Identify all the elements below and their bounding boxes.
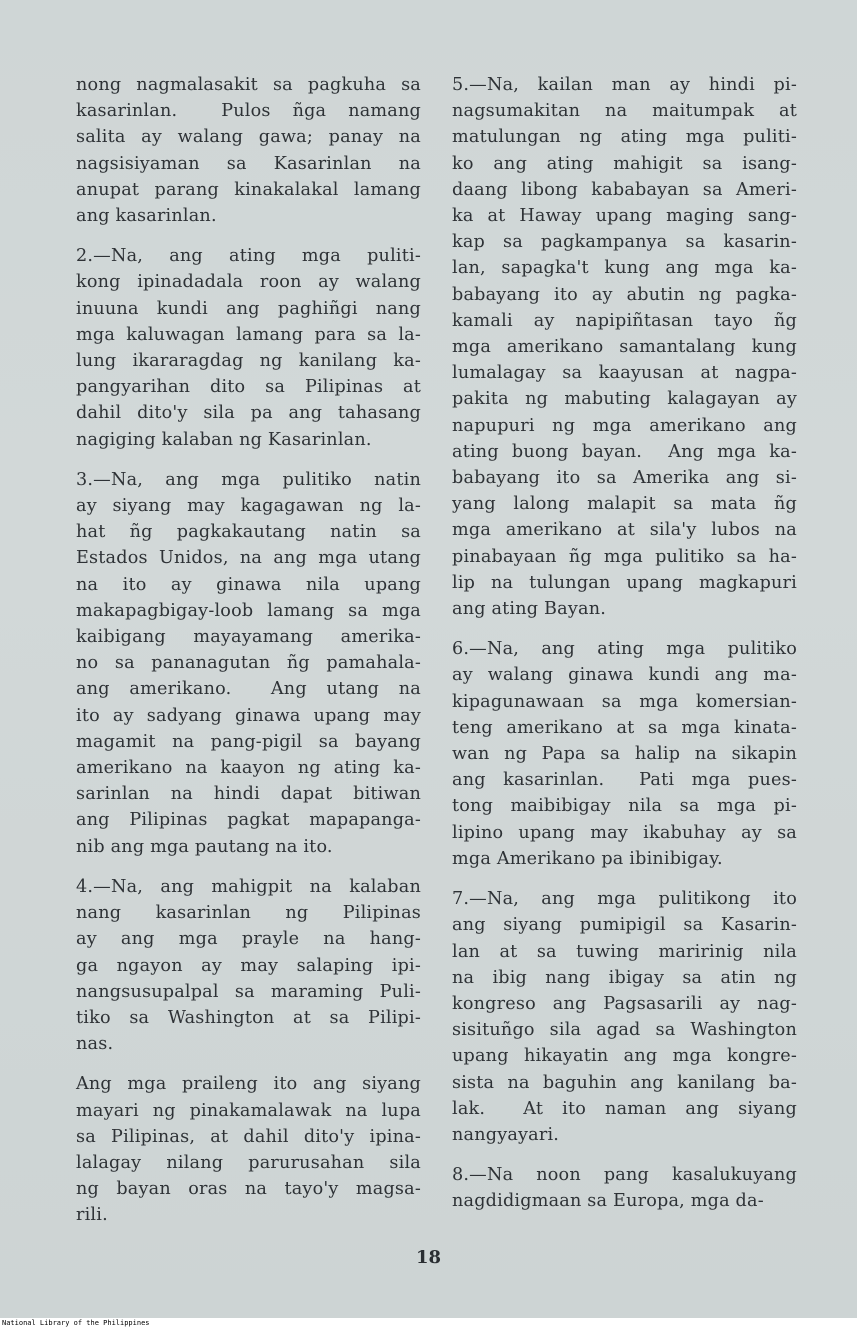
- text-line: salita ay walang gawa; panay na: [76, 127, 421, 148]
- text-line: mga amerikano at sila'y lubos na: [452, 520, 797, 541]
- text-line: sisituñgo sila agad sa Washington: [452, 1020, 797, 1041]
- paragraph: [452, 72, 797, 622]
- text-line: ay ang mga prayle na hang-: [76, 929, 421, 950]
- text-line: kamali ay napipiñtasan tayo ñg: [452, 310, 797, 331]
- text-line: ka at Haway upang maging sang-: [452, 206, 797, 227]
- text-line: ng bayan oras na tayo'y magsa-: [76, 1179, 421, 1200]
- text-line: matulungan ng ating mga puliti-: [452, 127, 797, 148]
- text-line: pangyarihan dito sa Pilipinas at: [76, 377, 421, 398]
- paragraph: [452, 636, 797, 872]
- text-line: lung ikararagdag ng kanilang ka-: [76, 351, 421, 372]
- text-line: lumalagay sa kaayusan at nagpa-: [452, 363, 797, 384]
- text-line: nagdidigmaan sa Europa, mga da-: [452, 1191, 764, 1212]
- text-line: rili.: [76, 1205, 108, 1226]
- text-line: 8.—Na noon pang kasalukuyang: [452, 1165, 797, 1186]
- text-line: kongreso ang Pagsasarili ay nag-: [452, 993, 797, 1014]
- text-line: sa Pilipinas, at dahil dito'y ipina-: [76, 1126, 421, 1147]
- text-line: ko ang ating mahigit sa isang-: [452, 153, 797, 174]
- text-line: na ibig nang ibigay sa atin ng: [452, 967, 797, 988]
- text-line: ang kasarinlan. Pati mga pues-: [452, 770, 797, 791]
- paragraph: [76, 467, 421, 860]
- text-line: kong ipinadadala roon ay walang: [76, 272, 421, 293]
- text-line: lalagay nilang parurusahan sila: [76, 1152, 421, 1173]
- page-number: 18: [415, 1247, 442, 1268]
- text-line: 6.—Na, ang ating mga pulitiko: [452, 639, 797, 660]
- text-line: 4.—Na, ang mahigpit na kalaban: [76, 876, 421, 897]
- text-line: kasarinlan. Pulos ñga namang: [76, 101, 421, 122]
- text-line: napupuri ng mga amerikano ang: [452, 415, 797, 436]
- text-line: ay siyang may kagagawan ng la-: [76, 496, 421, 517]
- text-line: Estados Unidos, na ang mga utang: [76, 548, 421, 569]
- text-line: kipagunawaan sa mga komersian-: [452, 691, 797, 712]
- text-line: kap sa pagkampanya sa kasarin-: [452, 232, 797, 253]
- text-line: kaibigang mayayamang amerika-: [76, 627, 421, 648]
- paragraph: [452, 1162, 797, 1214]
- text-line: nagsumakitan na maitumpak at: [452, 101, 797, 122]
- text-line: ay walang ginawa kundi ang ma-: [452, 665, 797, 686]
- text-line: daang libong kababayan sa Ameri-: [452, 179, 797, 200]
- text-line: mga Amerikano pa ibinibigay.: [452, 848, 723, 869]
- paragraph: [76, 1071, 421, 1228]
- text-line: lipino upang may ikabuhay ay sa: [452, 822, 797, 843]
- text-line: ang kasarinlan.: [76, 206, 217, 227]
- text-line: nib ang mga pautang na ito.: [76, 836, 333, 857]
- library-footer: National Library of the Philippines: [2, 1319, 150, 1327]
- text-line: lak. At ito naman ang siyang: [452, 1098, 797, 1119]
- text-line: nong nagmalasakit sa pagkuha sa: [76, 75, 421, 95]
- text-line: anupat parang kinakalakal lamang: [76, 179, 421, 200]
- text-line: 7.—Na, ang mga pulitikong ito: [452, 889, 797, 910]
- text-line: ang ating Bayan.: [452, 599, 607, 620]
- text-line: amerikano na kaayon ng ating ka-: [76, 758, 421, 779]
- text-line: Ang mga praileng ito ang siyang: [76, 1074, 421, 1095]
- text-line: babayang ito sa Amerika ang si-: [452, 468, 797, 489]
- text-line: mga amerikano samantalang kung: [452, 337, 797, 358]
- text-line: 3.—Na, ang mga pulitiko natin: [76, 469, 421, 490]
- text-line: ang Pilipinas pagkat mapapanga-: [76, 810, 421, 831]
- text-line: mayari ng pinakamalawak na lupa: [76, 1100, 421, 1121]
- text-line: ang amerikano. Ang utang na: [76, 679, 421, 700]
- text-line: na ito ay ginawa nila upang: [76, 574, 421, 595]
- text-line: hat ñg pagkakautang natin sa: [76, 522, 421, 543]
- text-line: ito ay sadyang ginawa upang may: [76, 705, 421, 726]
- text-line: 5.—Na, kailan man ay hindi pi-: [452, 75, 797, 95]
- text-line: ga ngayon ay may salaping ipi-: [76, 955, 421, 976]
- text-line: nas.: [76, 1034, 114, 1055]
- text-line: ang siyang pumipigil sa Kasarin-: [452, 915, 797, 936]
- text-line: makapagbigay-loob lamang sa mga: [76, 600, 421, 621]
- text-line: no sa pananagutan ñg pamahala-: [76, 653, 421, 674]
- text-line: pakita ng mabuting kalagayan ay: [452, 389, 797, 410]
- text-line: nang kasarinlan ng Pilipinas: [76, 903, 421, 924]
- text-line: teng amerikano at sa mga kinata-: [452, 717, 797, 738]
- text-line: pinabayaan ñg mga pulitiko sa ha-: [452, 546, 797, 567]
- text-line: sista na baguhin ang kanilang ba-: [452, 1072, 797, 1093]
- text-line: lip na tulungan upang magkapuri: [452, 572, 797, 593]
- text-line: lan, sapagka't kung ang mga ka-: [452, 258, 797, 279]
- text-line: babayang ito ay abutin ng pagka-: [452, 284, 797, 305]
- text-line: dahil dito'y sila pa ang tahasang: [76, 403, 421, 424]
- paragraph: [76, 243, 421, 453]
- text-line: upang hikayatin ang mga kongre-: [452, 1046, 797, 1067]
- text-line: nangyayari.: [452, 1124, 560, 1145]
- text-line: 2.—Na, ang ating mga puliti-: [76, 246, 421, 267]
- text-line: nagiging kalaban ng Kasarinlan.: [76, 429, 372, 450]
- text-line: ating buong bayan. Ang mga ka-: [452, 441, 797, 462]
- text-line: inuuna kundi ang paghiñgi nang: [76, 298, 421, 319]
- text-line: sarinlan na hindi dapat bitiwan: [76, 784, 421, 805]
- text-line: wan ng Papa sa halip na sikapin: [452, 744, 797, 765]
- text-line: tiko sa Washington at sa Pilipi-: [76, 1007, 421, 1028]
- text-line: tong maibibigay nila sa mga pi-: [452, 796, 797, 817]
- text-line: magamit na pang-pigil sa bayang: [76, 731, 421, 752]
- text-line: yang lalong malapit sa mata ñg: [452, 494, 797, 515]
- right-column: [452, 72, 797, 1229]
- paragraph: [76, 72, 421, 229]
- left-column: [76, 72, 421, 1243]
- text-line: nangsusupalpal sa maraming Puli-: [76, 981, 421, 1002]
- text-line: lan at sa tuwing maririnig nila: [452, 941, 797, 962]
- text-line: nagsisiyaman sa Kasarinlan na: [76, 153, 421, 174]
- text-line: mga kaluwagan lamang para sa la-: [76, 324, 421, 345]
- paragraph: [452, 886, 797, 1148]
- paragraph: [76, 874, 421, 1057]
